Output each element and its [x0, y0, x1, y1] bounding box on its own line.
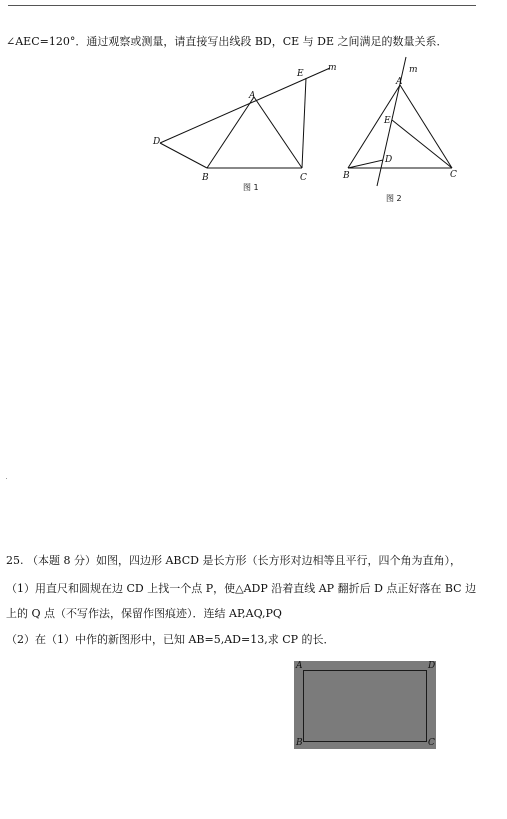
label-m-fig1: m	[328, 63, 337, 73]
rect-label-a: A	[296, 661, 303, 671]
label-c-fig1: C	[300, 173, 307, 183]
caption-fig2: 图 2	[386, 194, 402, 203]
segment-ba-fig1	[207, 97, 254, 168]
label-c-fig2: C	[450, 170, 457, 180]
segment-db-fig1	[160, 143, 207, 168]
rectangle-abcd-outline	[303, 670, 427, 742]
segment-bd-fig2	[348, 160, 383, 168]
label-e-fig2: E	[384, 116, 391, 126]
label-b-fig2: B	[343, 171, 350, 181]
label-d-fig2: D	[385, 155, 393, 165]
caption-fig1: 图 1	[243, 183, 259, 192]
rectangle-abcd-figure	[294, 661, 436, 749]
label-e-fig1: E	[297, 69, 304, 79]
figure-1	[152, 63, 337, 192]
segment-ec-fig2	[392, 120, 452, 168]
problem25-line3: 上的 Q 点（不写作法，保留作图痕迹）．连结 AP,AQ,PQ	[6, 607, 282, 620]
figure-2	[342, 57, 457, 203]
segment-ce-fig1	[302, 78, 306, 168]
label-m-fig2: m	[409, 65, 418, 75]
stray-mark	[6, 478, 7, 479]
problem25-line2: （1）用直尺和圆规在边 CD 上找一个点 P，使△ADP 沿着直线 AP 翻折后 D 点正好落在 BC 边	[6, 582, 477, 595]
label-a-fig1: A	[249, 91, 256, 101]
rect-label-c: C	[428, 738, 435, 748]
segment-ac-fig1	[254, 97, 302, 168]
rect-label-b: B	[296, 738, 303, 748]
problem25-line1: 25. （本题 8 分）如图，四边形 ABCD 是长方形（长方形对边相等且平行，四个角为直角），	[6, 554, 461, 567]
label-b-fig1: B	[202, 173, 209, 183]
rect-label-d: D	[428, 661, 436, 671]
label-d-fig1: D	[153, 137, 161, 147]
label-a-fig2: A	[396, 77, 403, 87]
intro-line: ∠AEC=120°．通过观察或测量，请直接写出线段 BD，CE 与 DE 之间满足的数量关系．	[6, 35, 448, 48]
segment-ac-fig2	[400, 85, 452, 168]
problem25-line4: （2）在（1）中作的新图形中，已知 AB=5,AD=13,求 CP 的长．	[6, 633, 335, 646]
